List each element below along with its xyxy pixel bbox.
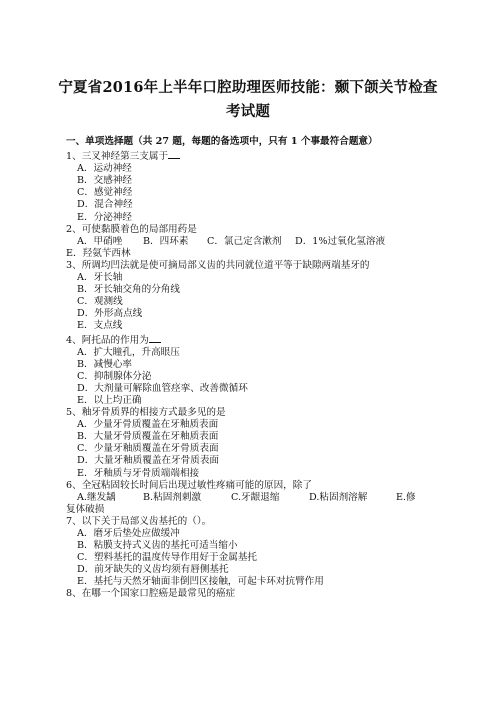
option: C．观测线 — [77, 296, 123, 308]
option: C．少量牙釉质覆盖在牙骨质表面 — [77, 443, 219, 455]
question-stem: 4、阿托品的作用为 — [66, 333, 436, 347]
option: D．前牙缺失的义齿均须有唇侧基托 — [77, 564, 229, 576]
option: C．感觉神经 — [77, 187, 133, 199]
answer-blank — [168, 149, 180, 159]
option: B．牙长轴交角的分角线 — [77, 284, 180, 296]
section-heading: 一、单项选择题（共 27 题，每题的备选项中，只有 1 个事最符合题意） — [66, 136, 378, 147]
question-2 — [66, 224, 436, 260]
option: D．混合神经 — [77, 199, 133, 211]
option: B．四环素 — [143, 235, 189, 247]
question-5 — [66, 407, 436, 480]
document-title: 宁夏省2016年上半年口腔助理医师技能：颞下颌关节检查 — [58, 79, 438, 96]
option: D．大剂量可解除血管痉挛、改善微循环 — [77, 382, 248, 394]
option: B．大量牙骨质覆盖在牙釉质表面 — [77, 431, 219, 443]
question-stem: 2、可使黏膜着色的局部用药是 — [66, 223, 197, 235]
option: E．牙釉质与牙骨质端端相接 — [77, 467, 200, 479]
option: D．大量牙釉质覆盖在牙骨质表面 — [77, 455, 220, 467]
option: A．扩大瞳孔，升高眼压 — [77, 346, 180, 358]
option: A．运动神经 — [77, 163, 132, 175]
option: E．羟氨苄西林 — [66, 247, 131, 259]
question-stem: 7、以下关于局部义齿基托的（）。 — [66, 515, 212, 527]
option: A．牙长轴 — [77, 272, 123, 284]
option: B．减慢心率 — [77, 358, 133, 370]
question-stem: 8、在哪一个国家口腔癌是最常见的癌症 — [66, 588, 236, 600]
option-row — [66, 236, 436, 248]
option: C．抑制腺体分泌 — [77, 370, 152, 382]
option: E．基托与天然牙轴面非倒凹区接触，可起卡环对抗臂作用 — [77, 576, 324, 588]
question-stem: 1、三叉神经第三支属于 — [66, 149, 436, 163]
option: E．支点线 — [77, 320, 123, 332]
question-1 — [66, 149, 436, 224]
option: E．以上均正确 — [77, 394, 142, 406]
option: A．磨牙后垫处应做缓冲 — [77, 528, 180, 539]
option: D．外形高点线 — [77, 308, 143, 320]
question-stem: 6、全冠粘固较长时间后出现过敏性疼痛可能的原因，除了 — [66, 479, 312, 491]
question-7 — [66, 516, 436, 589]
option: E.修 — [396, 491, 416, 503]
option: B.粘固剂刺激 — [143, 491, 202, 503]
option: B．交感神经 — [77, 175, 133, 187]
option-row — [66, 492, 436, 504]
question-stem: 5、釉牙骨质界的相接方式最多见的是 — [66, 407, 226, 419]
document-title-line2: 考试题 — [225, 103, 271, 120]
option-continuation: 复体破损 — [66, 503, 105, 515]
option: B．粘膜支持式义齿的基托可适当缩小 — [77, 540, 238, 552]
question-3 — [66, 260, 436, 333]
question-4 — [66, 333, 436, 408]
answer-blank — [149, 333, 161, 343]
option: E．分泌神经 — [77, 211, 132, 223]
question-list — [66, 136, 436, 601]
question-8 — [66, 588, 436, 600]
option: C．氯己定含漱剂 — [207, 235, 282, 247]
option: A.继发龋 — [77, 491, 116, 503]
question-6 — [66, 480, 436, 516]
option: D．1%过氧化氢溶液 — [295, 235, 386, 247]
question-stem: 3、所调均凹法就是使可摘局部义齿的共同就位道平等于缺隙两端基牙的 — [66, 259, 370, 271]
option: C.牙龈退缩 — [231, 491, 280, 503]
option: A．甲硝唑 — [77, 235, 123, 247]
option: A．少量牙骨质覆盖在牙釉质表面 — [77, 419, 219, 431]
option: C．塑料基托的温度传导作用好于金属基托 — [77, 552, 258, 564]
option: D.粘固剂溶解 — [309, 491, 368, 503]
